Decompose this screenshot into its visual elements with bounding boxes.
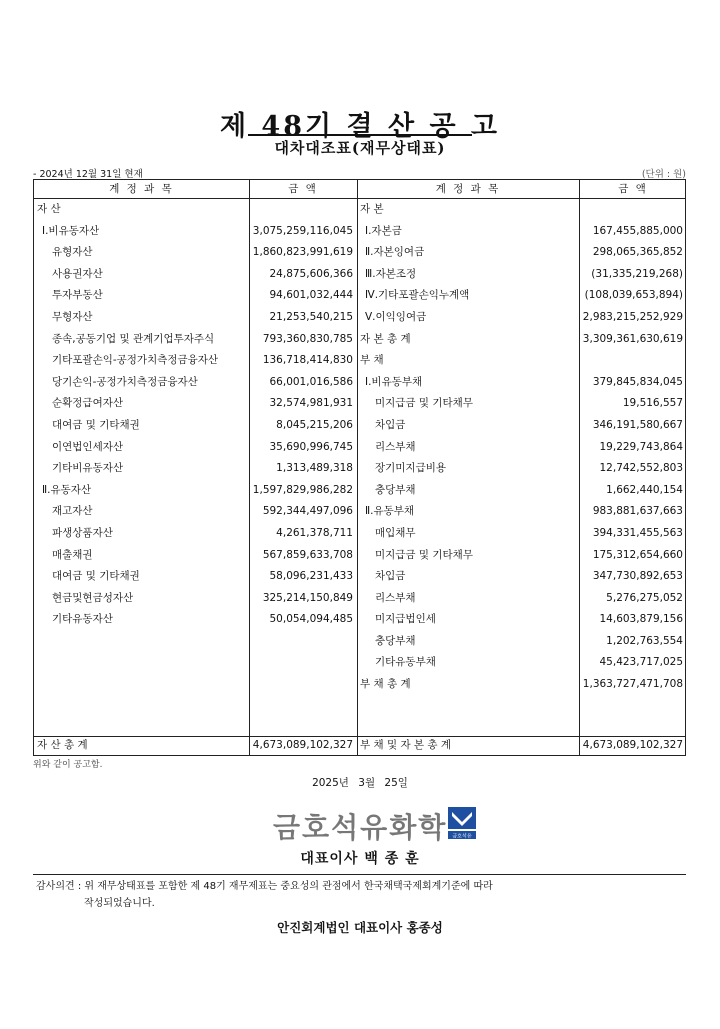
right-account-amount: 346,191,580,667 [592, 418, 683, 431]
left-account-label: Ⅰ.비유동자산 [42, 224, 100, 237]
header-left-amount: 금 액 [288, 183, 318, 195]
header-left-item: 계 정 과 목 [109, 183, 174, 195]
right-account-label: 기타유동부채 [375, 656, 436, 669]
left-account-amount: 94,601,032,444 [269, 289, 353, 302]
right-account-label: Ⅴ.이익잉여금 [365, 310, 427, 323]
right-account-amount: 1,202,763,554 [606, 634, 683, 647]
left-account-amount: 66,001,016,586 [269, 375, 353, 388]
audit-opinion [36, 878, 493, 912]
right-account-amount: 45,423,717,025 [599, 656, 683, 669]
right-account-label: 충당부채 [375, 634, 416, 647]
left-account-amount: 4,261,378,711 [276, 526, 353, 539]
left-account-label: 파생상품자산 [52, 526, 113, 539]
left-amount-column [249, 199, 357, 631]
left-account-label: 종속,공동기업 및 관계기업투자주식 [52, 332, 215, 345]
left-account-label: Ⅱ.유동자산 [42, 483, 92, 496]
right-account-label: 장기미지급비용 [375, 462, 447, 475]
right-account-label: Ⅰ.자본금 [365, 224, 402, 237]
right-account-amount: 379,845,834,045 [592, 375, 683, 388]
right-account-label: 자 본 총 계 [360, 332, 411, 345]
right-account-label: 미지급금 및 기타채무 [375, 397, 473, 410]
right-account-label: Ⅲ.자본조정 [365, 267, 417, 280]
right-account-amount: 19,516,557 [622, 397, 683, 410]
left-account-amount: 8,045,215,206 [276, 418, 353, 431]
right-account-label: Ⅳ.기타포괄손익누계액 [365, 289, 470, 302]
left-account-label: 사용권자산 [52, 267, 103, 280]
audit-line-1: 감사의견 : 위 재무상태표를 포함한 제 48기 재무제표는 중요성의 관점에서 한국채택국제회계기준에 따라 [36, 881, 493, 892]
left-account-amount [249, 199, 357, 221]
left-account-label: 무형자산 [52, 310, 93, 323]
right-account-label: 리스부채 [375, 440, 416, 453]
left-account-label: 당기손익-공정가치측정금융자산 [52, 375, 198, 388]
right-account-amount: 14,603,879,156 [599, 613, 683, 626]
announcement-date: 2025년 3월 25일 [312, 777, 408, 789]
company-logo-icon [447, 806, 477, 840]
right-account-label: 미지급법인세 [375, 613, 436, 626]
left-account-label: 기타비유동자산 [52, 462, 124, 475]
right-account-amount: 19,229,743,864 [599, 440, 683, 453]
right-account-amount: 175,312,654,660 [592, 548, 683, 561]
title-underline [248, 134, 472, 136]
balance-sheet-table [33, 179, 686, 756]
divider [33, 874, 686, 875]
header-right-item: 계 정 과 목 [435, 183, 501, 195]
right-account-amount: (108,039,653,894) [584, 289, 683, 302]
right-account-label: 부 채 총 계 [360, 678, 411, 691]
left-account-label: 재고자산 [52, 505, 93, 518]
left-account-label: 기타포괄손익-공정가치측정금융자산 [52, 354, 219, 367]
right-account-label: 부 채 [360, 354, 384, 367]
right-account-label: 자 본 [360, 203, 384, 215]
left-account-label: 이연법인세자산 [52, 440, 124, 453]
right-account-amount: (31,335,219,268) [591, 267, 683, 280]
total-liab-equity-label: 부 채 및 자 본 총 계 [360, 739, 452, 751]
left-account-amount: 50,054,094,485 [269, 613, 353, 626]
right-account-label: 충당부채 [375, 483, 416, 496]
right-account-label: Ⅱ.유동부채 [365, 505, 415, 518]
left-account-amount: 1,860,823,991,619 [252, 246, 353, 259]
left-account-amount: 136,718,414,830 [262, 354, 353, 367]
date-line: - 2024년 12월 31일 현재 [33, 169, 143, 180]
left-account-label: 대여금 및 기타채권 [52, 570, 140, 583]
total-liab-equity-amount: 4,673,089,102,327 [582, 739, 683, 751]
ceo-name: 대표이사 백 종 훈 [300, 851, 420, 867]
right-account-amount [579, 199, 687, 221]
total-assets-amount: 4,673,089,102,327 [252, 739, 353, 751]
left-account-column [34, 199, 249, 631]
left-account-amount: 1,313,489,318 [276, 462, 353, 475]
right-account-amount: 167,455,885,000 [592, 224, 683, 237]
notice-note: 위와 같이 공고함. [33, 760, 103, 770]
right-account-amount: 394,331,455,563 [592, 526, 683, 539]
left-account-label: 대여금 및 기타채권 [52, 418, 140, 431]
right-account-label: 차입금 [375, 570, 406, 583]
right-account-amount: 298,065,365,852 [592, 246, 683, 259]
right-account-amount: 1,363,727,471,708 [582, 678, 683, 691]
left-account-amount: 32,574,981,931 [269, 397, 353, 410]
right-account-amount: 347,730,892,653 [592, 570, 683, 583]
right-account-label: 리스부채 [375, 591, 416, 604]
right-account-amount: 5,276,275,052 [606, 591, 683, 604]
left-account-amount: 58,096,231,433 [269, 570, 353, 583]
left-account-label: 매출채권 [52, 548, 93, 561]
page-title: 제 48기 결 산 공 고 [219, 111, 501, 142]
page-subtitle: 대차대조표(재무상태표) [274, 139, 446, 157]
left-account-label: 유형자산 [52, 246, 93, 259]
right-account-label: Ⅱ.자본잉여금 [365, 246, 425, 259]
left-account-amount: 325,214,150,849 [262, 591, 353, 604]
left-account-amount: 567,859,633,708 [262, 548, 353, 561]
left-account-label: 현금및현금성자산 [52, 591, 134, 604]
header-right-amount: 금 액 [618, 183, 648, 195]
right-amount-column [579, 199, 687, 696]
right-account-label: 차입금 [375, 418, 406, 431]
left-account-amount: 592,344,497,096 [262, 505, 353, 518]
right-account-amount: 983,881,637,663 [592, 505, 683, 518]
right-account-amount: 3,309,361,630,619 [582, 332, 683, 345]
right-account-label: 미지급금 및 기타채무 [375, 548, 473, 561]
left-account-label: 자 산 [37, 203, 61, 215]
left-account-amount: 35,690,996,745 [269, 440, 353, 453]
right-account-amount [579, 350, 687, 372]
left-account-label: 기타유동자산 [52, 613, 113, 626]
company-name: 금호석유화학 [273, 811, 448, 844]
left-account-amount: 3,075,259,116,045 [252, 224, 353, 237]
right-account-label: 매입채무 [375, 526, 416, 539]
left-account-amount: 793,360,830,785 [262, 332, 353, 345]
left-account-amount: 24,875,606,366 [269, 267, 353, 280]
auditor-name: 안진회계법인 대표이사 홍종성 [277, 920, 443, 935]
left-account-amount: 1,597,829,986,282 [252, 483, 353, 496]
total-assets-label: 자 산 총 계 [37, 739, 88, 751]
logo-text: 금호석유 [452, 833, 472, 840]
right-account-label: Ⅰ.비유동부채 [365, 375, 423, 388]
right-account-amount: 1,662,440,154 [606, 483, 683, 496]
right-account-column [357, 199, 579, 696]
left-account-amount: 21,253,540,215 [269, 310, 353, 323]
right-account-amount: 2,983,215,252,929 [582, 310, 683, 323]
right-account-amount: 12,742,552,803 [599, 462, 683, 475]
audit-line-2: 작성되었습니다. [84, 898, 155, 909]
left-account-label: 순확정급여자산 [52, 397, 124, 410]
left-account-label: 투자부동산 [52, 289, 103, 302]
unit-label: (단위 : 원) [641, 169, 686, 180]
